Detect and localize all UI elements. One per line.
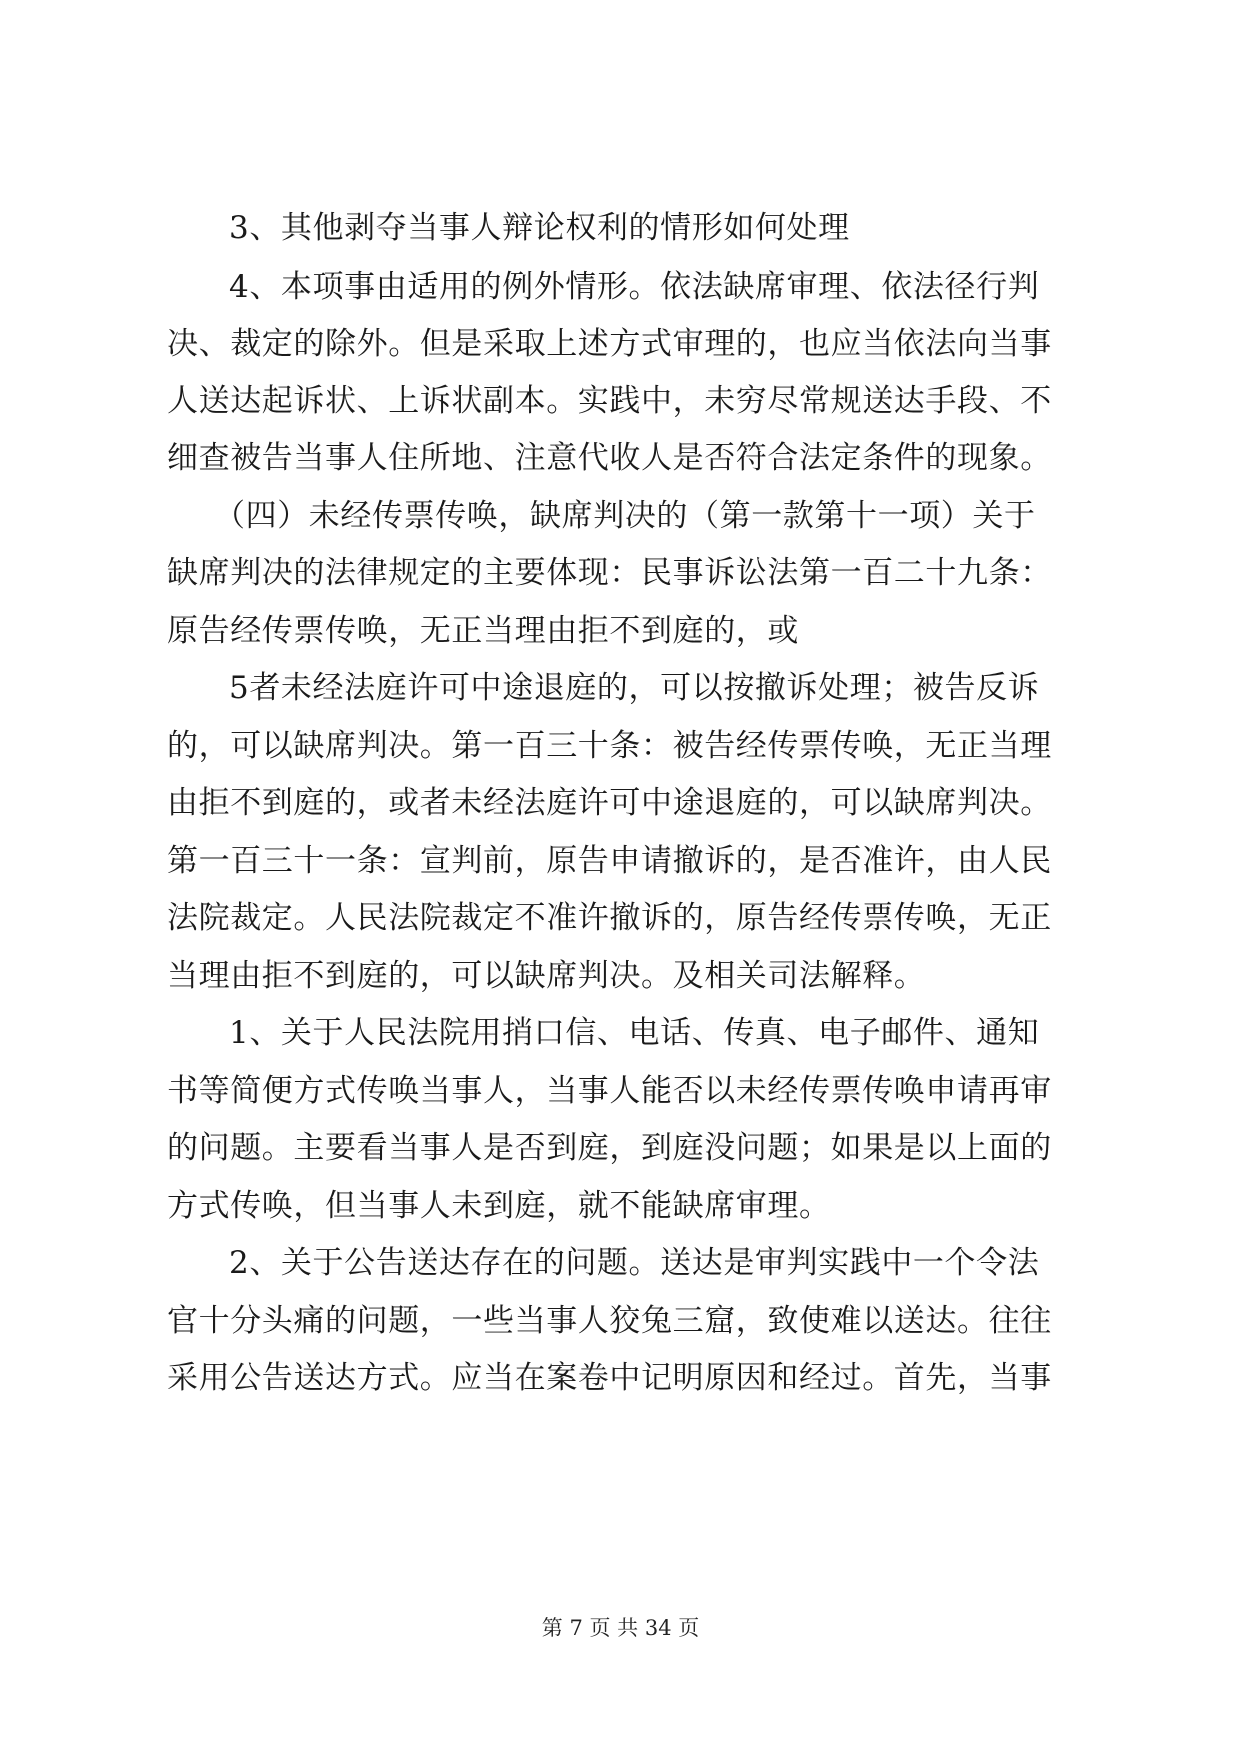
paragraph-line: 3、其他剥夺当事人辩论权利的情形如何处理: [229, 210, 850, 246]
paragraph-line: 的，可以缺席判决。第一百三十条：被告经传票传唤，无正当理: [167, 728, 1052, 764]
paragraph-line: 方式传唤，但当事人未到庭，就不能缺席审理。: [167, 1188, 831, 1224]
paragraph-line: 4、本项事由适用的例外情形。依法缺席审理、依法径行判: [229, 269, 1040, 305]
paragraph-line: 2、关于公告送达存在的问题。送达是审判实践中一个令法: [229, 1245, 1040, 1281]
paragraph-line: 原告经传票传唤，无正当理由拒不到庭的，或: [167, 613, 799, 649]
paragraph-line: 由拒不到庭的，或者未经法庭许可中途退庭的，可以缺席判决。: [167, 785, 1052, 821]
paragraph-line: 5者未经法庭许可中途退庭的，可以按撤诉处理；被告反诉: [229, 670, 1040, 706]
paragraph-line: 官十分头痛的问题，一些当事人狡兔三窟，致使难以送达。往往: [167, 1303, 1052, 1339]
paragraph-line: 法院裁定。人民法院裁定不准许撤诉的，原告经传票传唤，无正: [167, 900, 1052, 936]
paragraph-line: 决、裁定的除外。但是采取上述方式审理的，也应当依法向当事: [167, 326, 1052, 362]
paragraph-line: 当理由拒不到庭的，可以缺席判决。及相关司法解释。: [167, 958, 926, 994]
paragraph-line: 书等简便方式传唤当事人，当事人能否以未经传票传唤申请再审: [167, 1073, 1052, 1109]
paragraph-line: （四）未经传票传唤，缺席判决的（第一款第十一项）关于: [214, 498, 1036, 534]
paragraph-line: 的问题。主要看当事人是否到庭，到庭没问题；如果是以上面的: [167, 1130, 1052, 1166]
paragraph-line: 采用公告送达方式。应当在案卷中记明原因和经过。首先，当事: [167, 1360, 1052, 1396]
paragraph-line: 缺席判决的法律规定的主要体现：民事诉讼法第一百二十九条：: [167, 555, 1052, 591]
paragraph-line: 1、关于人民法院用捎口信、电话、传真、电子邮件、通知: [229, 1015, 1040, 1051]
page-number-footer: 第 7 页 共 34 页: [541, 1616, 700, 1640]
paragraph-line: 第一百三十一条：宣判前，原告申请撤诉的，是否准许，由人民: [167, 843, 1052, 879]
paragraph-line: 人送达起诉状、上诉状副本。实践中，未穷尽常规送达手段、不: [167, 383, 1052, 419]
paragraph-line: 细查被告当事人住所地、注意代收人是否符合法定条件的现象。: [167, 440, 1052, 476]
